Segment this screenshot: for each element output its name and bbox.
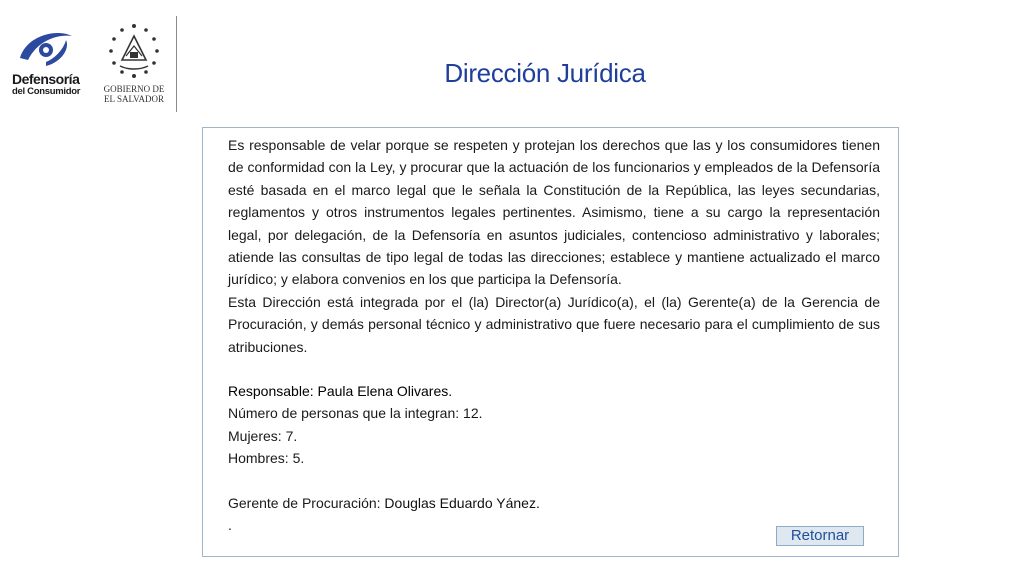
gobierno-logo-line2: EL SALVADOR bbox=[104, 94, 164, 104]
numero-personas-line: Número de personas que la integran: 12. bbox=[228, 405, 483, 422]
defensoria-logo-name: Defensoría bbox=[12, 71, 80, 87]
description-paragraph-2: Esta Dirección está integrada por el (la) Director(a) Jurídico(a), el (la) Gerente(a) de la Gerencia de Procuración, y demás personal técnico y administrativo que fuere necesario para el cumplimiento de sus atribuciones. bbox=[228, 293, 880, 355]
gobierno-logo bbox=[98, 22, 170, 114]
gerente-name: Douglas Eduardo Yánez. bbox=[384, 494, 540, 511]
spacer bbox=[228, 358, 880, 380]
content-text bbox=[228, 134, 880, 537]
page-title: Dirección Jurídica bbox=[444, 58, 646, 88]
responsable-line: Responsable: Paula Elena Olivares. bbox=[228, 383, 453, 400]
defensoria-logo-subtitle: del Consumidor bbox=[12, 86, 81, 97]
defensoria-logo bbox=[8, 26, 92, 106]
gobierno-logo-text bbox=[98, 84, 170, 104]
hombres-line: Hombres: 5. bbox=[228, 450, 305, 467]
description-paragraph-1: Es responsable de velar porque se respeten y protejan los derechos que las y los consumidores tienen de conformidad con la Ley, y procurar que la actuación de los funcionarios y empleados de la Defensoría esté basada en el marco legal que le señala la Constitución de la República, las leyes secundarias, reglamentos y otros instrumentos legales pertinentes. Asimismo, tiene a su cargo la representación legal, por delegación, de la Defensoría en asuntos judiciales, contencioso administrativo y laborales; atiende las consultas de tipo legal de todas las direcciones; establece y mantiene actualizado el marco jurídico; y elabora convenios en los que participa la Defensoría. bbox=[228, 137, 880, 288]
gobierno-logo-line1: GOBIERNO DE bbox=[103, 84, 165, 94]
spacer bbox=[228, 470, 880, 492]
retornar-button[interactable]: Retornar bbox=[776, 526, 864, 546]
content-box bbox=[202, 127, 899, 557]
mujeres-line: Mujeres: 7. bbox=[228, 427, 298, 444]
gerente-line bbox=[228, 492, 880, 514]
trailing-dot: . bbox=[228, 517, 232, 534]
gerente-label: Gerente de Procuración: bbox=[228, 494, 385, 511]
logo-divider bbox=[176, 16, 177, 112]
defensoria-eye-icon bbox=[16, 26, 76, 70]
coat-of-arms-icon bbox=[104, 22, 164, 80]
